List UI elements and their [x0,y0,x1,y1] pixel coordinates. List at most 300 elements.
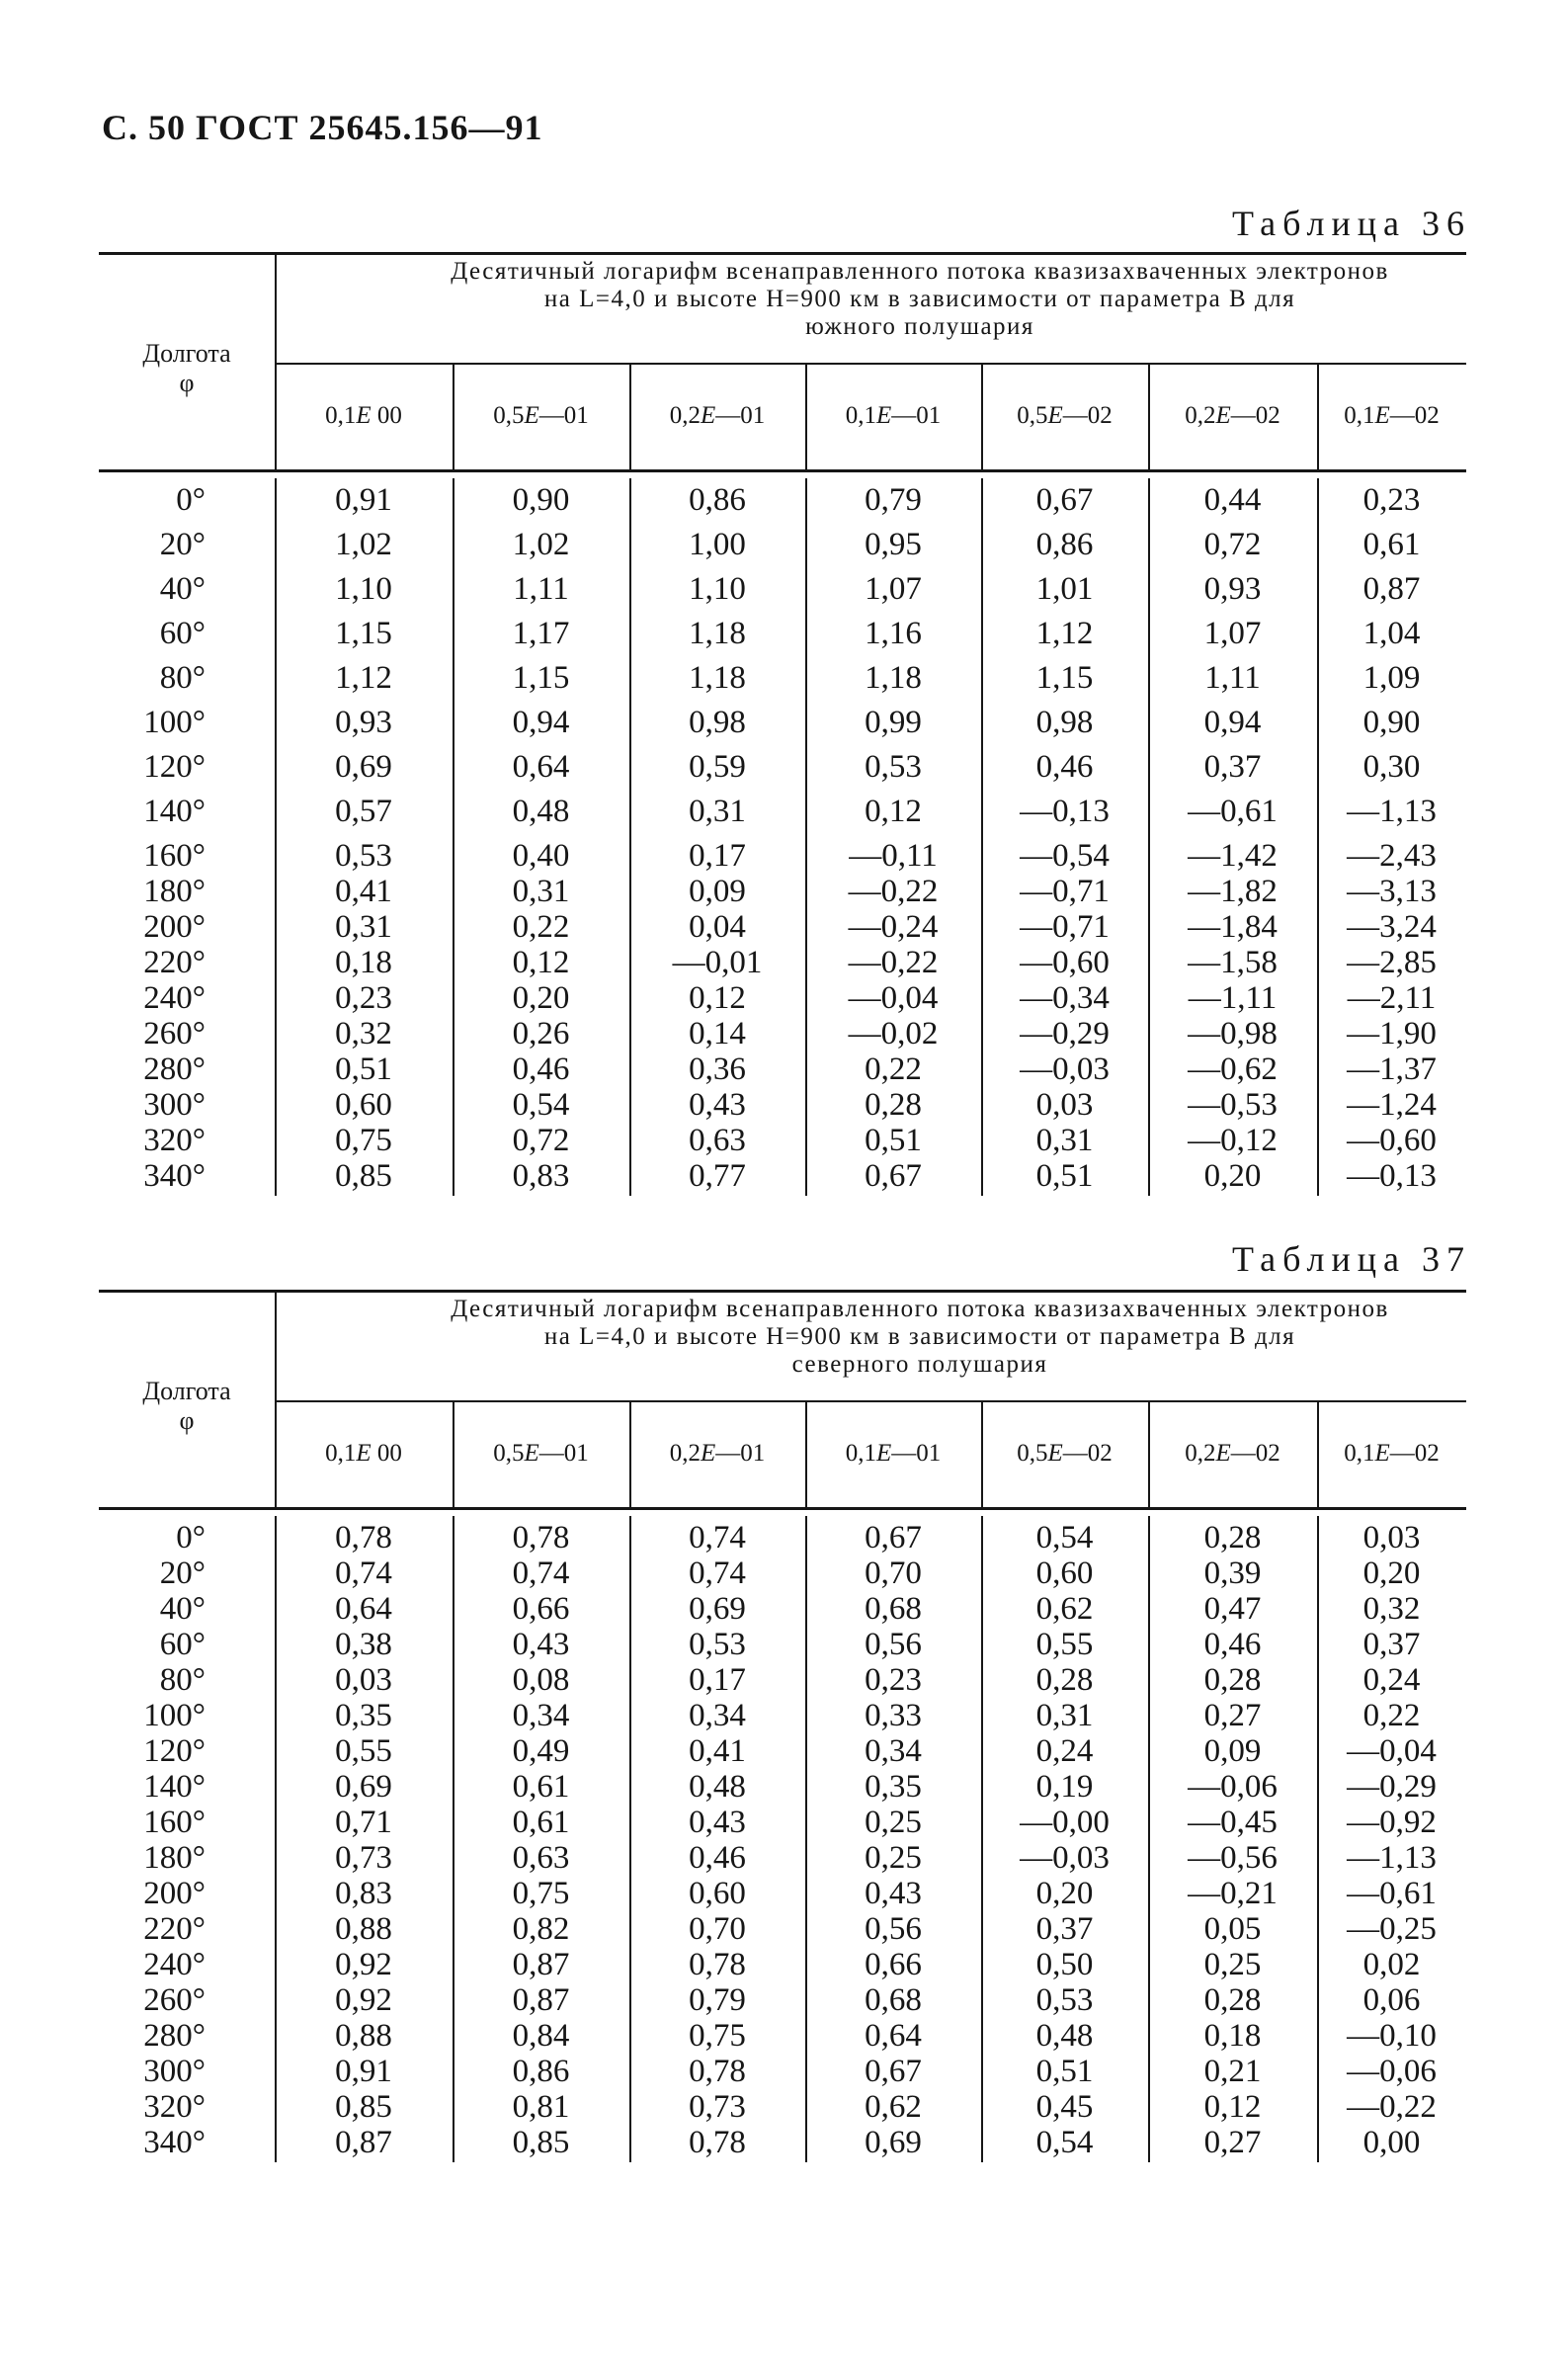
value-cell: 0,39 [1203,1555,1262,1591]
value-cell: 0,34 [865,1733,922,1769]
value-cell: 0,45 [1035,2089,1094,2125]
value-cell: 0,70 [689,1911,746,1947]
value-cell: 0,46 [1203,1627,1262,1662]
table-row [99,1947,1466,1982]
value-cell: 0,94 [1203,705,1262,740]
value-cell: —1,24 [1347,1087,1437,1123]
table-row [99,1911,1466,1947]
table-37-label: Таблица 37 [1232,1239,1471,1279]
value-cell: 0,12 [865,794,922,829]
value-cell: —1,82 [1188,874,1278,909]
table-row [99,1876,1466,1911]
value-cell: 0,51 [335,1051,392,1087]
value-cell: —2,43 [1347,838,1437,874]
value-cell: 0,63 [689,1123,746,1158]
b-parameter-header: 0,2E—02 [1185,1440,1280,1467]
longitude-cell: 20° [159,1555,206,1591]
table-row [99,616,1466,651]
value-cell: 0,27 [1203,2125,1262,2160]
table-caption [373,1296,1466,1379]
value-cell: 0,75 [512,1876,570,1911]
longitude-cell: 320° [143,1123,206,1158]
caption-line: на L=4,0 и высоте H=900 км в зависимости от параметра B для [543,1323,1296,1350]
b-parameter-header: 0,2E—02 [1185,402,1280,429]
value-cell: —0,61 [1347,1876,1437,1911]
value-cell: 0,85 [335,1158,392,1194]
value-cell: —2,11 [1347,980,1437,1016]
value-cell: 0,22 [865,1051,922,1087]
longitude-cell: 80° [159,660,206,696]
longitude-cell: 20° [159,527,206,562]
table-row [99,1733,1466,1769]
value-cell: 0,28 [865,1087,922,1123]
value-cell: 0,61 [512,1769,570,1805]
col-divider [275,255,277,469]
value-cell: 1,10 [335,571,392,607]
value-cell: 0,83 [512,1158,570,1194]
value-cell: —1,37 [1347,1051,1437,1087]
value-cell: 1,04 [1362,616,1421,651]
value-cell: 1,10 [689,571,746,607]
b-parameter-header: 0,5E—02 [1017,1440,1113,1467]
value-cell: 0,51 [865,1123,922,1158]
table-row [99,794,1466,829]
value-cell: 0,95 [865,527,922,562]
rule-top [99,1290,1466,1293]
value-cell: 0,54 [1035,2125,1094,2160]
value-cell: —0,11 [849,838,938,874]
value-cell: —1,11 [1188,980,1278,1016]
table-row [99,1627,1466,1662]
value-cell: —1,42 [1188,838,1278,874]
value-cell: 0,23 [1362,482,1421,518]
rule-top [99,252,1466,255]
value-cell: 0,79 [865,482,922,518]
table-row [99,2089,1466,2125]
value-cell: 0,12 [689,980,746,1016]
value-cell: 0,68 [865,1982,922,2018]
table-row [99,1520,1466,1555]
b-parameter-header: 0,1E—01 [845,1440,942,1467]
value-cell: 0,50 [1035,1947,1094,1982]
value-cell: 0,38 [335,1627,392,1662]
longitude-cell: 260° [143,1982,206,2018]
value-cell: 0,85 [335,2089,392,2125]
value-cell: 0,43 [865,1876,922,1911]
value-cell: —0,03 [1020,1051,1110,1087]
table-row [99,571,1466,607]
value-cell: 0,48 [512,794,570,829]
value-cell: 0,44 [1203,482,1262,518]
value-cell: 0,61 [1362,527,1421,562]
value-cell: 0,00 [1362,2125,1421,2160]
value-cell: 0,67 [865,1158,922,1194]
value-cell: 0,40 [512,838,570,874]
value-cell: 1,18 [689,660,746,696]
value-cell: 0,41 [335,874,392,909]
value-cell: 0,05 [1203,1911,1262,1947]
value-cell: 0,64 [335,1591,392,1627]
longitude-cell: 280° [143,1051,206,1087]
value-cell: 0,46 [512,1051,570,1087]
longitude-cell: 320° [143,2089,206,2125]
value-cell: 0,55 [335,1733,392,1769]
longitude-cell: 200° [143,1876,206,1911]
table-row [99,838,1466,874]
value-cell: 0,86 [512,2054,570,2089]
value-cell: —0,98 [1188,1016,1278,1051]
longitude-cell: 180° [143,1840,206,1876]
value-cell: 0,31 [335,909,392,945]
value-cell: 0,74 [689,1520,746,1555]
value-cell: 1,17 [512,616,570,651]
value-cell: —0,06 [1347,2054,1437,2089]
value-cell: 0,67 [865,1520,922,1555]
longitude-cell: 140° [143,1769,206,1805]
value-cell: —0,61 [1188,794,1278,829]
value-cell: 0,31 [1035,1698,1094,1733]
b-parameter-header: 0,1E—02 [1344,1440,1440,1467]
value-cell: 0,86 [1035,527,1094,562]
longitude-header [99,1377,275,1436]
value-cell: 0,37 [1362,1627,1421,1662]
longitude-cell: 260° [143,1016,206,1051]
value-cell: 0,31 [512,874,570,909]
value-cell: 0,67 [865,2054,922,2089]
value-cell: 0,90 [1362,705,1421,740]
value-cell: 0,03 [335,1662,392,1698]
value-cell: 0,56 [865,1911,922,1947]
value-cell: —0,25 [1347,1911,1437,1947]
value-cell: 0,24 [1035,1733,1094,1769]
b-parameter-header: 0,5E—02 [1017,402,1113,429]
value-cell: 0,28 [1203,1520,1262,1555]
value-cell: 0,60 [1035,1555,1094,1591]
value-cell: 1,15 [335,616,392,651]
table-row [99,945,1466,980]
value-cell: 0,25 [865,1805,922,1840]
value-cell: 0,67 [1035,482,1094,518]
longitude-cell: 0° [176,1520,206,1555]
value-cell: 0,91 [335,482,392,518]
longitude-cell: 280° [143,2018,206,2054]
value-cell: 0,37 [1035,1911,1094,1947]
value-cell: 1,09 [1362,660,1421,696]
value-cell: 0,20 [1362,1555,1421,1591]
longitude-cell: 140° [143,794,206,829]
value-cell: 0,92 [335,1947,392,1982]
value-cell: 0,72 [512,1123,570,1158]
value-cell: —0,53 [1188,1087,1278,1123]
rule-header-bottom [99,469,1466,472]
value-cell: 0,35 [335,1698,392,1733]
caption-line: северного полушария [791,1351,1048,1378]
longitude-cell: 340° [143,1158,206,1194]
value-cell: 0,98 [1035,705,1094,740]
value-cell: 0,17 [689,1662,746,1698]
value-cell: —0,45 [1188,1805,1278,1840]
value-cell: 0,41 [689,1733,746,1769]
value-cell: 0,37 [1203,749,1262,785]
table-row [99,1662,1466,1698]
value-cell: 0,28 [1203,1662,1262,1698]
value-cell: 0,66 [512,1591,570,1627]
value-cell: —0,03 [1020,1840,1110,1876]
value-cell: 0,48 [689,1769,746,1805]
value-cell: 0,69 [689,1591,746,1627]
value-cell: —0,02 [848,1016,939,1051]
table-row [99,2054,1466,2089]
value-cell: 0,86 [689,482,746,518]
rule-header-bottom [99,1507,1466,1510]
table-row [99,660,1466,696]
value-cell: 0,87 [335,2125,392,2160]
value-cell: 0,78 [335,1520,392,1555]
value-cell: 0,69 [335,1769,392,1805]
value-cell: 0,19 [1035,1769,1094,1805]
table-row [99,749,1466,785]
longitude-cell: 200° [143,909,206,945]
value-cell: 0,64 [512,749,570,785]
value-cell: 0,20 [1035,1876,1094,1911]
table-row [99,1840,1466,1876]
longitude-cell: 60° [159,1627,206,1662]
value-cell: 0,06 [1362,1982,1421,2018]
value-cell: 0,43 [512,1627,570,1662]
b-parameter-header: 0,2E—01 [669,1440,766,1467]
value-cell: —0,24 [848,909,939,945]
longitude-cell: 100° [143,1698,206,1733]
value-cell: 0,36 [689,1051,746,1087]
longitude-cell: 220° [143,1911,206,1947]
value-cell: 0,55 [1035,1627,1094,1662]
value-cell: 0,43 [689,1805,746,1840]
value-cell: 0,69 [335,749,392,785]
table-row [99,1051,1466,1087]
value-cell: 1,07 [1203,616,1262,651]
longitude-header-label: Долгота [142,339,231,368]
value-cell: 0,82 [512,1911,570,1947]
value-cell: —1,90 [1347,1016,1437,1051]
table-36-label: Таблица 36 [1232,204,1471,243]
value-cell: —0,29 [1020,1016,1110,1051]
value-cell: —0,12 [1188,1123,1278,1158]
table-row [99,909,1466,945]
value-cell: 0,18 [335,945,392,980]
value-cell: 0,87 [512,1982,570,2018]
table-caption [373,258,1466,341]
value-cell: 0,53 [335,838,392,874]
value-cell: 0,53 [1035,1982,1094,2018]
longitude-cell: 300° [143,1087,206,1123]
value-cell: 0,51 [1035,1158,1094,1194]
value-cell: 0,70 [865,1555,922,1591]
longitude-cell: 300° [143,2054,206,2089]
value-cell: 0,25 [865,1840,922,1876]
table-row [99,2125,1466,2160]
value-cell: —0,21 [1188,1876,1278,1911]
value-cell: —1,13 [1347,794,1437,829]
b-parameter-header: 0,1E 00 [325,402,402,429]
longitude-cell: 0° [176,482,206,518]
value-cell: 0,53 [689,1627,746,1662]
value-cell: 0,32 [335,1016,392,1051]
value-cell: 0,60 [335,1087,392,1123]
value-cell: 0,48 [1035,2018,1094,2054]
value-cell: 1,00 [689,527,746,562]
table-row [99,874,1466,909]
value-cell: 0,31 [1035,1123,1094,1158]
value-cell: 0,68 [865,1591,922,1627]
b-parameter-header: 0,1E—02 [1344,402,1440,429]
longitude-cell: 40° [159,571,206,607]
value-cell: 0,46 [689,1840,746,1876]
value-cell: 0,87 [512,1947,570,1982]
longitude-header-symbol: φ [179,1406,195,1435]
value-cell: —0,54 [1020,838,1110,874]
value-cell: 0,26 [512,1016,570,1051]
longitude-cell: 240° [143,980,206,1016]
longitude-cell: 160° [143,838,206,874]
value-cell: 0,03 [1362,1520,1421,1555]
table-row [99,1982,1466,2018]
value-cell: 0,83 [335,1876,392,1911]
table-row [99,1016,1466,1051]
value-cell: —3,24 [1347,909,1437,945]
value-cell: —1,13 [1347,1840,1437,1876]
value-cell: —0,10 [1347,2018,1437,2054]
value-cell: 0,78 [689,2125,746,2160]
value-cell: 0,87 [1362,571,1421,607]
value-cell: 1,18 [865,660,922,696]
value-cell: 0,21 [1203,2054,1262,2089]
value-cell: —0,22 [848,874,939,909]
page-header: С. 50 ГОСТ 25645.156—91 [102,108,543,147]
table-row [99,2018,1466,2054]
value-cell: 0,77 [689,1158,746,1194]
value-cell: 1,02 [335,527,392,562]
table-row [99,1591,1466,1627]
value-cell: 0,75 [335,1123,392,1158]
value-cell: 0,81 [512,2089,570,2125]
value-cell: 0,51 [1035,2054,1094,2089]
caption-line: южного полушария [805,313,1034,340]
value-cell: 0,78 [689,1947,746,1982]
value-cell: 0,59 [689,749,746,785]
value-cell: 1,16 [865,616,922,651]
value-cell: 0,08 [512,1662,570,1698]
value-cell: 0,60 [689,1876,746,1911]
value-cell: 0,33 [865,1698,922,1733]
longitude-cell: 120° [143,749,206,785]
value-cell: —1,84 [1188,909,1278,945]
value-cell: 0,62 [1035,1591,1094,1627]
table-row [99,527,1466,562]
value-cell: 0,23 [335,980,392,1016]
longitude-cell: 340° [143,2125,206,2160]
value-cell: 0,54 [1035,1520,1094,1555]
b-parameter-header: 0,5E—01 [493,1440,589,1467]
value-cell: —0,04 [848,980,939,1016]
longitude-header-symbol: φ [179,369,195,397]
longitude-cell: 240° [143,1947,206,1982]
value-cell: 0,20 [512,980,570,1016]
value-cell: 0,63 [512,1840,570,1876]
table-row [99,1769,1466,1805]
value-cell: 0,28 [1203,1982,1262,2018]
longitude-cell: 180° [143,874,206,909]
value-cell: 0,34 [689,1698,746,1733]
value-cell: 0,88 [335,1911,392,1947]
value-cell: 0,27 [1203,1698,1262,1733]
value-cell: 0,71 [335,1805,392,1840]
table-row [99,1805,1466,1840]
value-cell: —0,13 [1020,794,1110,829]
value-cell: 0,17 [689,838,746,874]
value-cell: 0,09 [689,874,746,909]
table-row [99,1087,1466,1123]
value-cell: 1,12 [335,660,392,696]
value-cell: —0,06 [1188,1769,1278,1805]
caption-line: Десятичный логарифм всенаправленного потока квазизахваченных электронов [451,258,1389,285]
table-row [99,705,1466,740]
value-cell: 0,69 [865,2125,922,2160]
value-cell: 0,79 [689,1982,746,2018]
value-cell: 1,02 [512,527,570,562]
value-cell: 0,22 [1362,1698,1421,1733]
value-cell: 0,73 [335,1840,392,1876]
value-cell: 0,73 [689,2089,746,2125]
value-cell: 0,61 [512,1805,570,1840]
longitude-cell: 40° [159,1591,206,1627]
value-cell: —0,29 [1347,1769,1437,1805]
value-cell: —0,22 [1347,2089,1437,2125]
value-cell: 0,31 [689,794,746,829]
value-cell: 0,57 [335,794,392,829]
value-cell: 0,23 [865,1662,922,1698]
value-cell: 0,84 [512,2018,570,2054]
value-cell: 0,93 [335,705,392,740]
value-cell: —0,22 [848,945,939,980]
table-row [99,1698,1466,1733]
table-row [99,1158,1466,1194]
table-37 [99,1290,1466,2164]
value-cell: 0,94 [512,705,570,740]
value-cell: 1,12 [1035,616,1094,651]
value-cell: 1,07 [865,571,922,607]
value-cell: 0,91 [335,2054,392,2089]
b-parameter-header: 0,1E—01 [845,402,942,429]
value-cell: 0,93 [1203,571,1262,607]
value-cell: 0,78 [689,2054,746,2089]
value-cell: 0,25 [1203,1947,1262,1982]
b-parameter-header: 0,2E—01 [669,402,766,429]
value-cell: 1,01 [1035,571,1094,607]
value-cell: 0,14 [689,1016,746,1051]
b-parameter-header: 0,1E 00 [325,1440,402,1467]
value-cell: 0,24 [1362,1662,1421,1698]
value-cell: 1,15 [1035,660,1094,696]
value-cell: 0,53 [865,749,922,785]
value-cell: 0,43 [689,1087,746,1123]
value-cell: 0,64 [865,2018,922,2054]
value-cell: 0,72 [1203,527,1262,562]
value-cell: 0,03 [1035,1087,1094,1123]
table-36 [99,252,1466,1198]
value-cell: —1,58 [1188,945,1278,980]
longitude-cell: 100° [143,705,206,740]
value-cell: 1,11 [1204,660,1261,696]
